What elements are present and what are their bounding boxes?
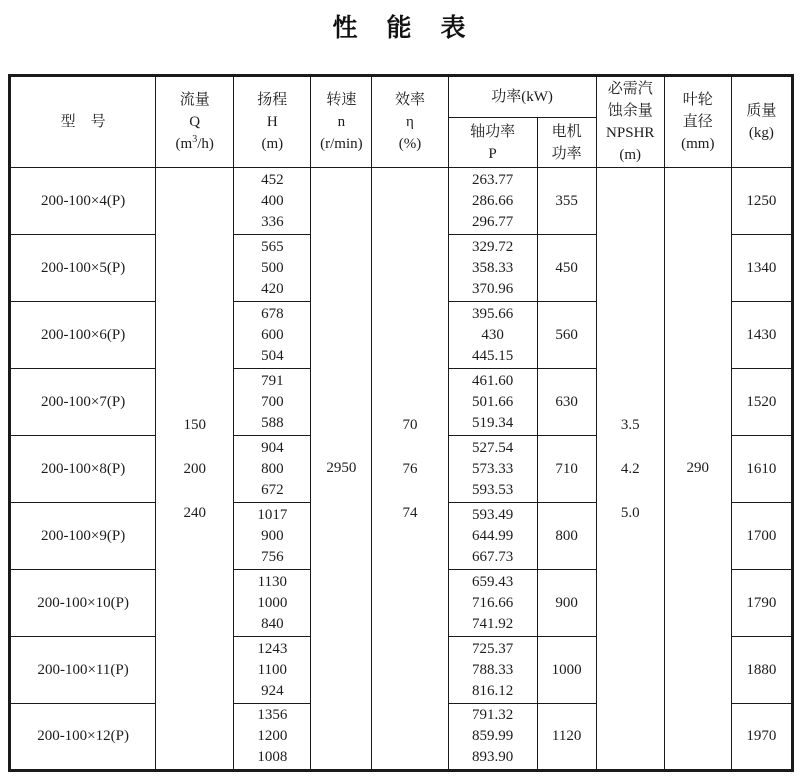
- npshr-merged-cell: [596, 168, 664, 771]
- motor-power-cell: 560: [537, 302, 596, 369]
- head-value: 800: [261, 460, 284, 477]
- header-npshr: [596, 76, 664, 168]
- flow-value: 150: [183, 416, 206, 433]
- shaft-power-cell: [448, 302, 537, 369]
- header-flow: [156, 76, 234, 168]
- header-head-name: 扬程: [257, 92, 288, 108]
- model-cell: 200-100×8(P): [10, 436, 156, 503]
- flow-merged-cell: [156, 168, 234, 771]
- shaft-power-value: 358.33: [471, 259, 514, 276]
- shaft-power-value: 445.15: [471, 347, 514, 364]
- shaft-power-value: 667.73: [471, 548, 514, 565]
- motor-power-cell: 900: [537, 570, 596, 637]
- shaft-power-value: 501.66: [471, 393, 514, 410]
- motor-power-cell: 450: [537, 235, 596, 302]
- header-impeller-line1: 叶轮: [682, 92, 713, 108]
- shaft-power-value: 859.99: [471, 728, 514, 744]
- mass-cell: 1880: [731, 637, 792, 704]
- motor-power-cell: 355: [537, 168, 596, 235]
- flow-unit-sup: 3: [192, 134, 198, 145]
- header-model: [10, 76, 156, 168]
- head-value: 1000: [257, 594, 288, 611]
- head-value: 924: [261, 682, 284, 699]
- head-cell: [234, 235, 311, 302]
- head-cell: [234, 503, 311, 570]
- header-head: [234, 76, 311, 168]
- shaft-power-cell: [448, 637, 537, 704]
- header-shaft-power-symbol: P: [488, 145, 497, 162]
- head-value: 756: [261, 548, 284, 565]
- shaft-power-value: 263.77: [471, 171, 514, 188]
- head-value: 1008: [257, 749, 288, 765]
- head-value: 672: [261, 481, 284, 498]
- header-motor-power-line2: 功率: [551, 145, 582, 162]
- shaft-power-value: 816.12: [471, 682, 514, 699]
- shaft-power-cell: [448, 704, 537, 771]
- head-value: 400: [261, 192, 284, 209]
- head-cell: [234, 369, 311, 436]
- motor-power-cell: 710: [537, 436, 596, 503]
- model-cell: 200-100×11(P): [10, 637, 156, 704]
- mass-cell: 1250: [731, 168, 792, 235]
- shaft-power-value: 519.34: [471, 414, 514, 431]
- head-value: 1200: [257, 728, 288, 744]
- header-efficiency-unit: (%): [398, 136, 422, 152]
- header-npshr-line2: 蚀余量: [607, 103, 653, 119]
- shaft-power-value: 286.66: [471, 192, 514, 209]
- header-motor-power-line1: 电机: [551, 123, 582, 140]
- model-cell: 200-100×12(P): [10, 704, 156, 771]
- head-cell: [234, 570, 311, 637]
- header-mass-unit: (kg): [748, 125, 774, 141]
- mass-cell: 1520: [731, 369, 792, 436]
- head-cell: [234, 637, 311, 704]
- head-value: 1356: [257, 707, 288, 723]
- shaft-power-value: 644.99: [471, 527, 514, 544]
- shaft-power-value: 791.32: [471, 707, 514, 723]
- page-title: 性 能 表: [332, 15, 468, 42]
- head-value: 452: [261, 171, 284, 188]
- header-speed: [311, 76, 372, 168]
- header-power-group: [448, 76, 596, 118]
- efficiency-value: 70: [402, 416, 418, 433]
- shaft-power-value: 716.66: [471, 594, 514, 611]
- shaft-power-cell: [448, 570, 537, 637]
- head-cell: [234, 436, 311, 503]
- head-cell: [234, 168, 311, 235]
- model-cell: 200-100×5(P): [10, 235, 156, 302]
- shaft-power-value: 296.77: [471, 213, 514, 230]
- header-head-symbol: H: [266, 114, 278, 130]
- mass-cell: 1610: [731, 436, 792, 503]
- head-value: 1243: [257, 640, 288, 657]
- motor-power-cell: 1120: [537, 704, 596, 771]
- head-value: 500: [261, 259, 284, 276]
- header-model-label: 型 号: [60, 114, 106, 130]
- flow-unit-post: /h): [197, 136, 214, 152]
- header-speed-unit: (r/min): [320, 136, 363, 152]
- head-value: 1017: [257, 506, 288, 523]
- header-head-unit: (m): [261, 136, 284, 152]
- header-npshr-line1: 必需汽: [607, 81, 653, 97]
- model-cell: 200-100×10(P): [10, 570, 156, 637]
- mass-cell: 1970: [731, 704, 792, 771]
- flow-unit-pre: (m: [175, 136, 193, 152]
- shaft-power-cell: [448, 235, 537, 302]
- head-value: 904: [261, 439, 284, 456]
- shaft-power-value: 573.33: [471, 460, 514, 477]
- shaft-power-value: 527.54: [471, 439, 514, 456]
- mass-cell: 1340: [731, 235, 792, 302]
- shaft-power-value: 725.37: [471, 640, 514, 657]
- motor-power-cell: 630: [537, 369, 596, 436]
- head-value: 900: [261, 527, 284, 544]
- shaft-power-value: 593.53: [471, 481, 514, 498]
- head-value: 600: [261, 326, 284, 343]
- shaft-power-cell: [448, 436, 537, 503]
- header-efficiency-symbol: η: [406, 114, 414, 130]
- flow-value: 240: [183, 504, 206, 521]
- head-value: 700: [261, 393, 284, 410]
- head-value: 1100: [257, 661, 288, 678]
- shaft-power-value: 430: [481, 326, 504, 343]
- header-impeller-line2: 直径: [682, 114, 713, 130]
- motor-power-cell: 1000: [537, 637, 596, 704]
- shaft-power-value: 893.90: [471, 749, 514, 765]
- header-flow-name: 流量: [179, 92, 210, 108]
- head-cell: [234, 302, 311, 369]
- impeller-merged-cell: 290: [664, 168, 731, 771]
- header-mass: [731, 76, 792, 168]
- efficiency-merged-cell: [372, 168, 448, 771]
- header-flow-unit: [156, 133, 233, 155]
- model-cell: 200-100×4(P): [10, 168, 156, 235]
- performance-table: [8, 74, 794, 772]
- header-npshr-symbol: NPSHR: [606, 125, 655, 141]
- head-value: 1130: [257, 573, 288, 590]
- header-row-1: [10, 76, 793, 118]
- head-value: 678: [261, 305, 284, 322]
- head-value: 565: [261, 238, 284, 255]
- motor-power-cell: 800: [537, 503, 596, 570]
- header-impeller: [664, 76, 731, 168]
- shaft-power-value: 461.60: [471, 372, 514, 389]
- head-value: 420: [261, 280, 284, 297]
- header-speed-symbol: n: [337, 114, 346, 130]
- head-value: 588: [261, 414, 284, 431]
- mass-cell: 1790: [731, 570, 792, 637]
- efficiency-value: 74: [402, 504, 418, 521]
- header-mass-name: 质量: [746, 103, 777, 119]
- mass-cell: 1430: [731, 302, 792, 369]
- header-efficiency-name: 效率: [394, 92, 425, 108]
- model-cell: 200-100×7(P): [10, 369, 156, 436]
- shaft-power-value: 741.92: [471, 615, 514, 632]
- header-shaft-power-name: 轴功率: [470, 123, 516, 140]
- npshr-value: 5.0: [620, 504, 640, 521]
- head-value: 504: [261, 347, 284, 364]
- header-speed-name: 转速: [326, 92, 357, 108]
- header-shaft-power: [448, 118, 537, 168]
- npshr-value: 3.5: [620, 416, 640, 433]
- shaft-power-value: 593.49: [471, 506, 514, 523]
- header-npshr-unit: (m): [619, 147, 642, 163]
- shaft-power-value: 370.96: [471, 280, 514, 297]
- shaft-power-cell: [448, 369, 537, 436]
- efficiency-value: 76: [402, 460, 418, 477]
- flow-value: 200: [183, 460, 206, 477]
- head-value: 791: [261, 372, 284, 389]
- header-efficiency: [372, 76, 448, 168]
- shaft-power-cell: [448, 168, 537, 235]
- table-row: [10, 168, 793, 235]
- model-cell: 200-100×6(P): [10, 302, 156, 369]
- shaft-power-value: 395.66: [471, 305, 514, 322]
- speed-merged-cell: 2950: [311, 168, 372, 771]
- header-motor-power: [537, 118, 596, 168]
- head-value: 336: [261, 213, 284, 230]
- npshr-value: 4.2: [620, 460, 640, 477]
- shaft-power-cell: [448, 503, 537, 570]
- model-cell: 200-100×9(P): [10, 503, 156, 570]
- head-cell: [234, 704, 311, 771]
- mass-cell: 1700: [731, 503, 792, 570]
- shaft-power-value: 329.72: [471, 238, 514, 255]
- header-power-group-label: 功率(kW): [491, 89, 553, 105]
- shaft-power-value: 659.43: [471, 573, 514, 590]
- header-impeller-unit: (mm): [681, 136, 715, 152]
- head-value: 840: [261, 615, 284, 632]
- header-flow-symbol: Q: [189, 114, 201, 130]
- shaft-power-value: 788.33: [471, 661, 514, 678]
